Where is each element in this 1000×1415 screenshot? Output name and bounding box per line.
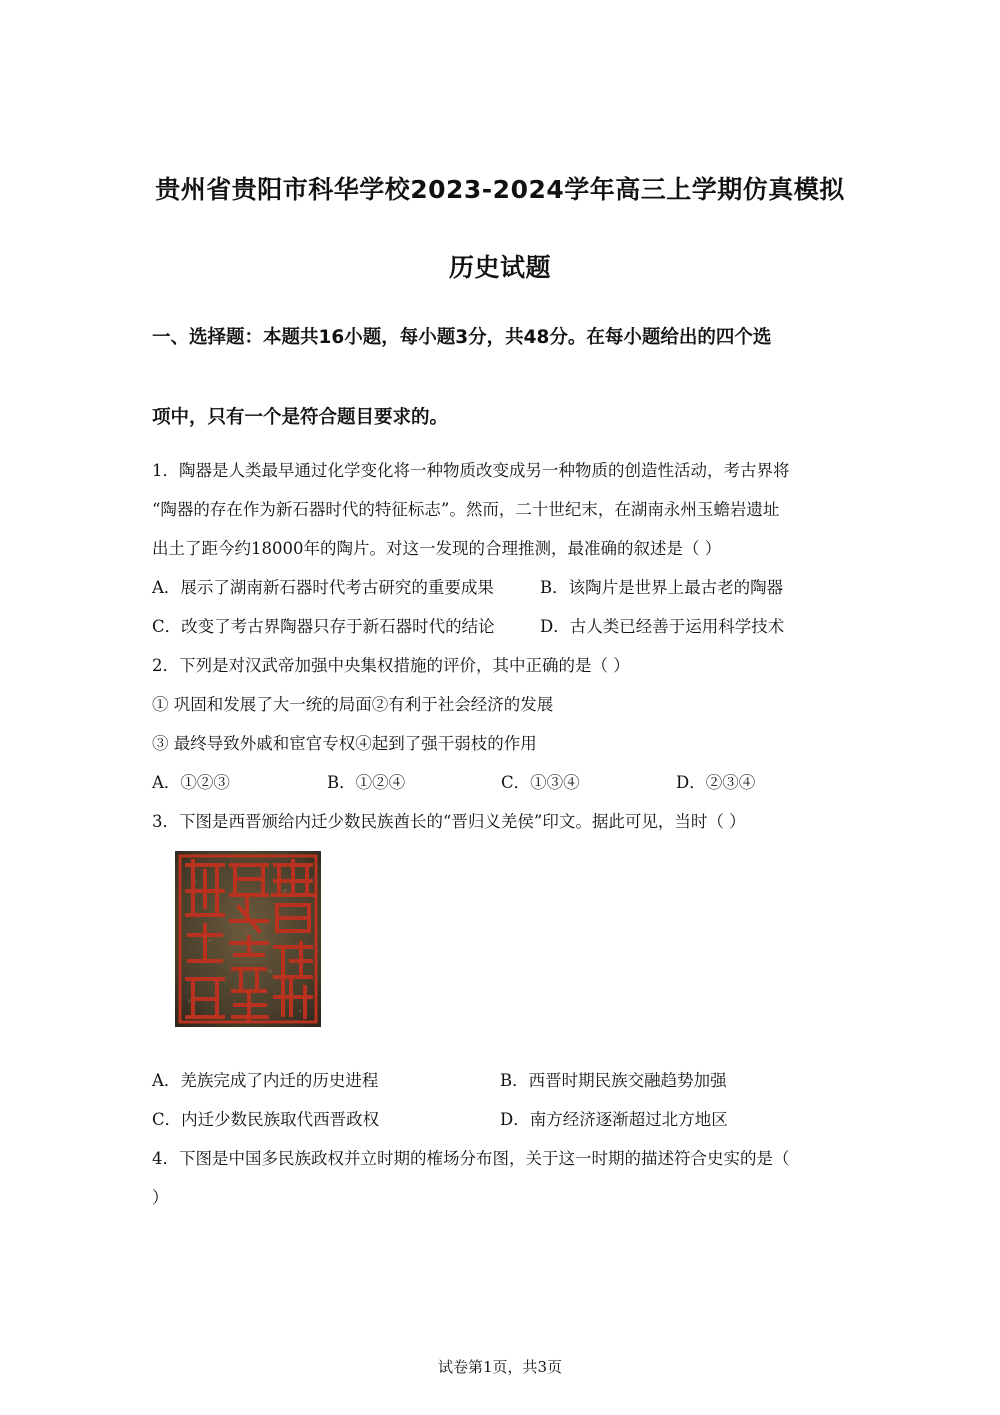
question-3-option-c: C．内迁少数民族取代西晋政权 [152, 1110, 380, 1129]
question-2-option-c: C．①③④ [501, 773, 580, 792]
section-header-line-1: 一、选择题：本题共16小题，每小题3分，共48分。在每小题给出的四个选 [152, 327, 772, 348]
page-footer: 试卷第1页，共3页 [437, 1358, 563, 1376]
document-title-line-2: 历史试题 [448, 253, 551, 282]
question-1-option-c: C．改变了考古界陶器只存于新石器时代的结论 [152, 617, 495, 636]
question-2-items-line-1: ① 巩固和发展了大一统的局面②有利于社会经济的发展 [152, 695, 554, 714]
section-header-line-2: 项中，只有一个是符合题目要求的。 [152, 407, 449, 428]
question-3-option-a: A．羌族完成了内迁的历史进程 [152, 1071, 379, 1090]
question-2-option-a: A．①②③ [152, 773, 230, 792]
question-2-option-b: B．①②④ [327, 773, 406, 792]
question-2-stem: 2．下列是对汉武帝加强中央集权措施的评价，其中正确的是（ ） [152, 656, 630, 675]
question-1-stem-line-3: 出土了距今约18000年的陶片。对这一发现的合理推测，最准确的叙述是（ ） [152, 539, 722, 558]
document-title-line-1: 贵州省贵阳市科华学校2023-2024学年高三上学期仿真模拟 [155, 175, 845, 204]
question-1-option-a: A．展示了湖南新石器时代考古研究的重要成果 [152, 578, 494, 597]
question-4-stem-line-2: ） [152, 1188, 169, 1207]
question-1-stem-line-2: “陶器的存在作为新石器时代的特征标志”。然而，二十世纪末，在湖南永州玉蟾岩遗址 [152, 500, 780, 519]
question-2-option-d: D．②③④ [676, 773, 756, 792]
question-3-option-b: B．西晋时期民族交融趋势加强 [500, 1071, 727, 1090]
question-2-items-line-2: ③ 最终导致外戚和宦官专权④起到了强干弱枝的作用 [152, 734, 537, 753]
question-1-option-b: B．该陶片是世界上最古老的陶器 [540, 578, 784, 597]
seal-impression-image [175, 851, 321, 1027]
question-1-option-d: D．古人类已经善于运用科学技术 [540, 617, 785, 636]
question-3-stem: 3．下图是西晋颁给内迁少数民族酋长的“晋归义羌侯”印文。据此可见，当时（ ） [152, 812, 746, 831]
question-1-stem-line-1: 1．陶器是人类最早通过化学变化将一种物质改变成另一种物质的创造性活动，考古界将 [152, 461, 790, 480]
question-3-option-d: D．南方经济逐渐超过北方地区 [500, 1110, 728, 1129]
question-4-stem-line-1: 4．下图是中国多民族政权并立时期的榷场分布图，关于这一时期的描述符合史实的是（ [152, 1149, 790, 1168]
